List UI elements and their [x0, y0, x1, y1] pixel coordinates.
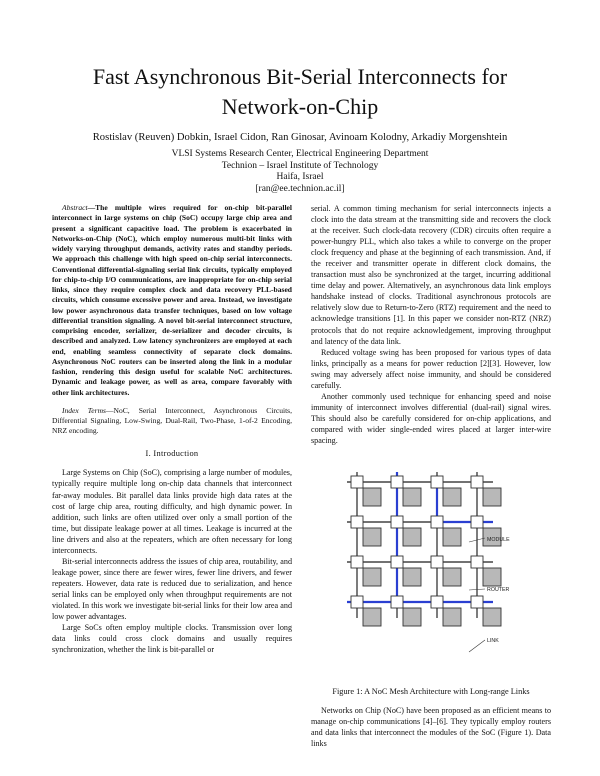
right-paragraph-2: Reduced voltage swing has been proposed for various types of data links, principally as a means for power reduction [2][3]. However, low swing may adversely affect noise immunity, and should be considered carefully. — [311, 347, 551, 390]
right-paragraph-1: serial. A common timing mechanism for serial interconnects injects a clock into the data stream at the transmitting side and recovers the clock at the receiver. Such clock-data recovery (CDR) circuits often require a power-hungry PLL, which also takes a while to converge on the proper clock frequency and phase at the beginning of each transmission. And, if the receiver and transmitter operate in different clock domains, the transaction must also be synchronized at the target, incurring additional time delay and power. Alternatively, an asynchronous data link employs handshake instead of clocks. Traditional asynchronous protocols are relatively slow due to Return-to-Zero (RTZ) requirement and the need to acknowledge transitions [1]. In this paper we consider non-RTZ (NRZ) protocols that do not require acknowledgement, improving throughput and latency of the data link. — [311, 204, 551, 346]
router-node — [391, 556, 403, 568]
module-block — [443, 488, 461, 506]
module-block — [443, 528, 461, 546]
router-node — [391, 596, 403, 608]
intro-paragraph-1: Large Systems on Chip (SoC), comprising a large number of modules, typically require multiple long on-chip data channels that interconnect far-away modules. Bit parallel data links provide high data rates at the cost of large chip area, routing difficulty, and high dynamic power. In addition, such links are often utilized over only a small portion of the time, but dissipate leakage power at all times. Leakage is incurred at the line drivers and also at the repeaters, which are often necessary for long interconnects. — [52, 468, 292, 555]
mesh-grid — [347, 472, 501, 626]
router-node — [471, 516, 483, 528]
module-block — [403, 528, 421, 546]
title-line-2: Network-on-Chip — [221, 94, 379, 119]
module-block — [483, 568, 501, 586]
right-paragraph-4: Networks on Chip (NoC) have been proposed as an efficient means to manage on-chip communications [4]–[6]. They typically employ routers and data links that interconnect the modules of the SoC (Figure 1). Data links — [311, 706, 551, 749]
router-node — [431, 556, 443, 568]
router-node — [391, 516, 403, 528]
title-line-1: Fast Asynchronous Bit-Serial Interconnects for — [92, 64, 508, 89]
router-node — [471, 476, 483, 488]
router-node — [351, 556, 363, 568]
module-block — [363, 488, 381, 506]
module-block — [403, 568, 421, 586]
module-block — [363, 608, 381, 626]
intro-paragraph-2: Bit-serial interconnects address the issues of chip area, routability, and leakage power, since there are fewer wires, fewer line drivers, and fewer repeaters. However, data rate is reduced due to serialization, and hence serial links can be employed only when throughput requirements are not violated. In this work we investigate bit-serial links for their low area and low power advantages. — [52, 556, 292, 622]
router-node — [351, 516, 363, 528]
intro-paragraph-3: Large SoCs often employ multiple clocks. Transmission over long data links could cross clock domains and usually requires synchronization, whether the link is bit-parallel or — [52, 623, 292, 655]
left-column — [52, 203, 292, 655]
affiliation-email: [ran@ee.technion.ac.il] — [255, 183, 345, 194]
right-column — [311, 203, 551, 749]
module-block — [443, 568, 461, 586]
module-block — [403, 488, 421, 506]
abstract-lead: Abstract — [62, 203, 88, 212]
affiliation-line: Haifa, Israel — [276, 172, 324, 183]
right-paragraph-3: Another commonly used technique for enhancing speed and noise immunity of interconnect involves differential (dual-rail) signal wires. This should also be carefully considered for on-chip applications, and compared with wider single-ended wires placed at larger inter-wire spacing. — [311, 391, 551, 445]
author-list: Rostislav (Reuven) Dobkin, Israel Cidon, Ran Ginosar, Avinoam Kolodny, Arkadiy Morgenshtein — [92, 132, 508, 143]
module-block — [403, 608, 421, 626]
module-block — [363, 528, 381, 546]
router-node — [391, 476, 403, 488]
callout-link — [469, 640, 485, 652]
router-node — [471, 596, 483, 608]
router-node — [431, 476, 443, 488]
module-block — [443, 608, 461, 626]
router-node — [351, 596, 363, 608]
module-block — [483, 488, 501, 506]
label-link: LINK — [487, 638, 499, 645]
abstract — [52, 203, 292, 398]
index-terms — [52, 406, 292, 437]
router-node — [471, 556, 483, 568]
figure-1-caption: Figure 1: A NoC Mesh Architecture with Long-range Links — [332, 687, 530, 697]
label-router: ROUTER — [487, 587, 510, 594]
noc-mesh-diagram — [311, 450, 551, 680]
router-node — [431, 516, 443, 528]
abstract-text: —The multiple wires required for on-chip bit-parallel interconnect in large systems on chip (SoC) occupy large chip area and present a significant capacitive load. The problem is exacerbated in Networks-on-Chip (NoC), which employ numerous multi-bit links with widely varying throughput demands, activity rates and standby periods. We approach this challenge with high speed on-chip serial interconnects. Conventional differential-signaling serial link circuits, typically employed for chip-to-chip I/O communications, are inappropriate for on-chip serial links, since they require complex clock and data recovery PLL-based circuits, which consume excessive power and area. Instead, we investigate low power asynchronous data transfer techniques, based on low voltage differential transition signaling. A novel bit-serial interconnect structure, comprising encoder, serializer, de-serializer and decoder circuits, is described and analyzed. Low latency synchronizers are employed at each end, enabling seamless connectivity of separate clock domains. Asynchronous NoC routers can be inserted along the link in a modular fashion, rendering this design useful for scalable NoC architectures. Dynamic and leakage power, as well as area, compare favorably with other link architectures. — [52, 203, 292, 397]
figure-1-noc-mesh — [311, 450, 551, 680]
affiliation-block — [0, 149, 600, 195]
router-node — [431, 596, 443, 608]
index-terms-text: —NoC, Serial Interconnect, Asynchronous Circuits, Differential Signaling, Low-Swing, Dual-Rail, Two-Phase, 1-of-2 Encoding, NRZ encoding. — [52, 405, 292, 436]
label-module: MODULE — [487, 537, 510, 544]
section-heading-introduction: I. Introduction — [145, 449, 199, 459]
affiliation-line: VLSI Systems Research Center, Electrical Engineering Department — [171, 149, 429, 159]
module-block — [363, 568, 381, 586]
affiliation-line: Technion – Israel Institute of Technology — [221, 160, 379, 171]
index-terms-lead: Index Terms — [62, 405, 106, 415]
paper-title — [0, 62, 600, 122]
router-node — [351, 476, 363, 488]
module-block — [483, 608, 501, 626]
